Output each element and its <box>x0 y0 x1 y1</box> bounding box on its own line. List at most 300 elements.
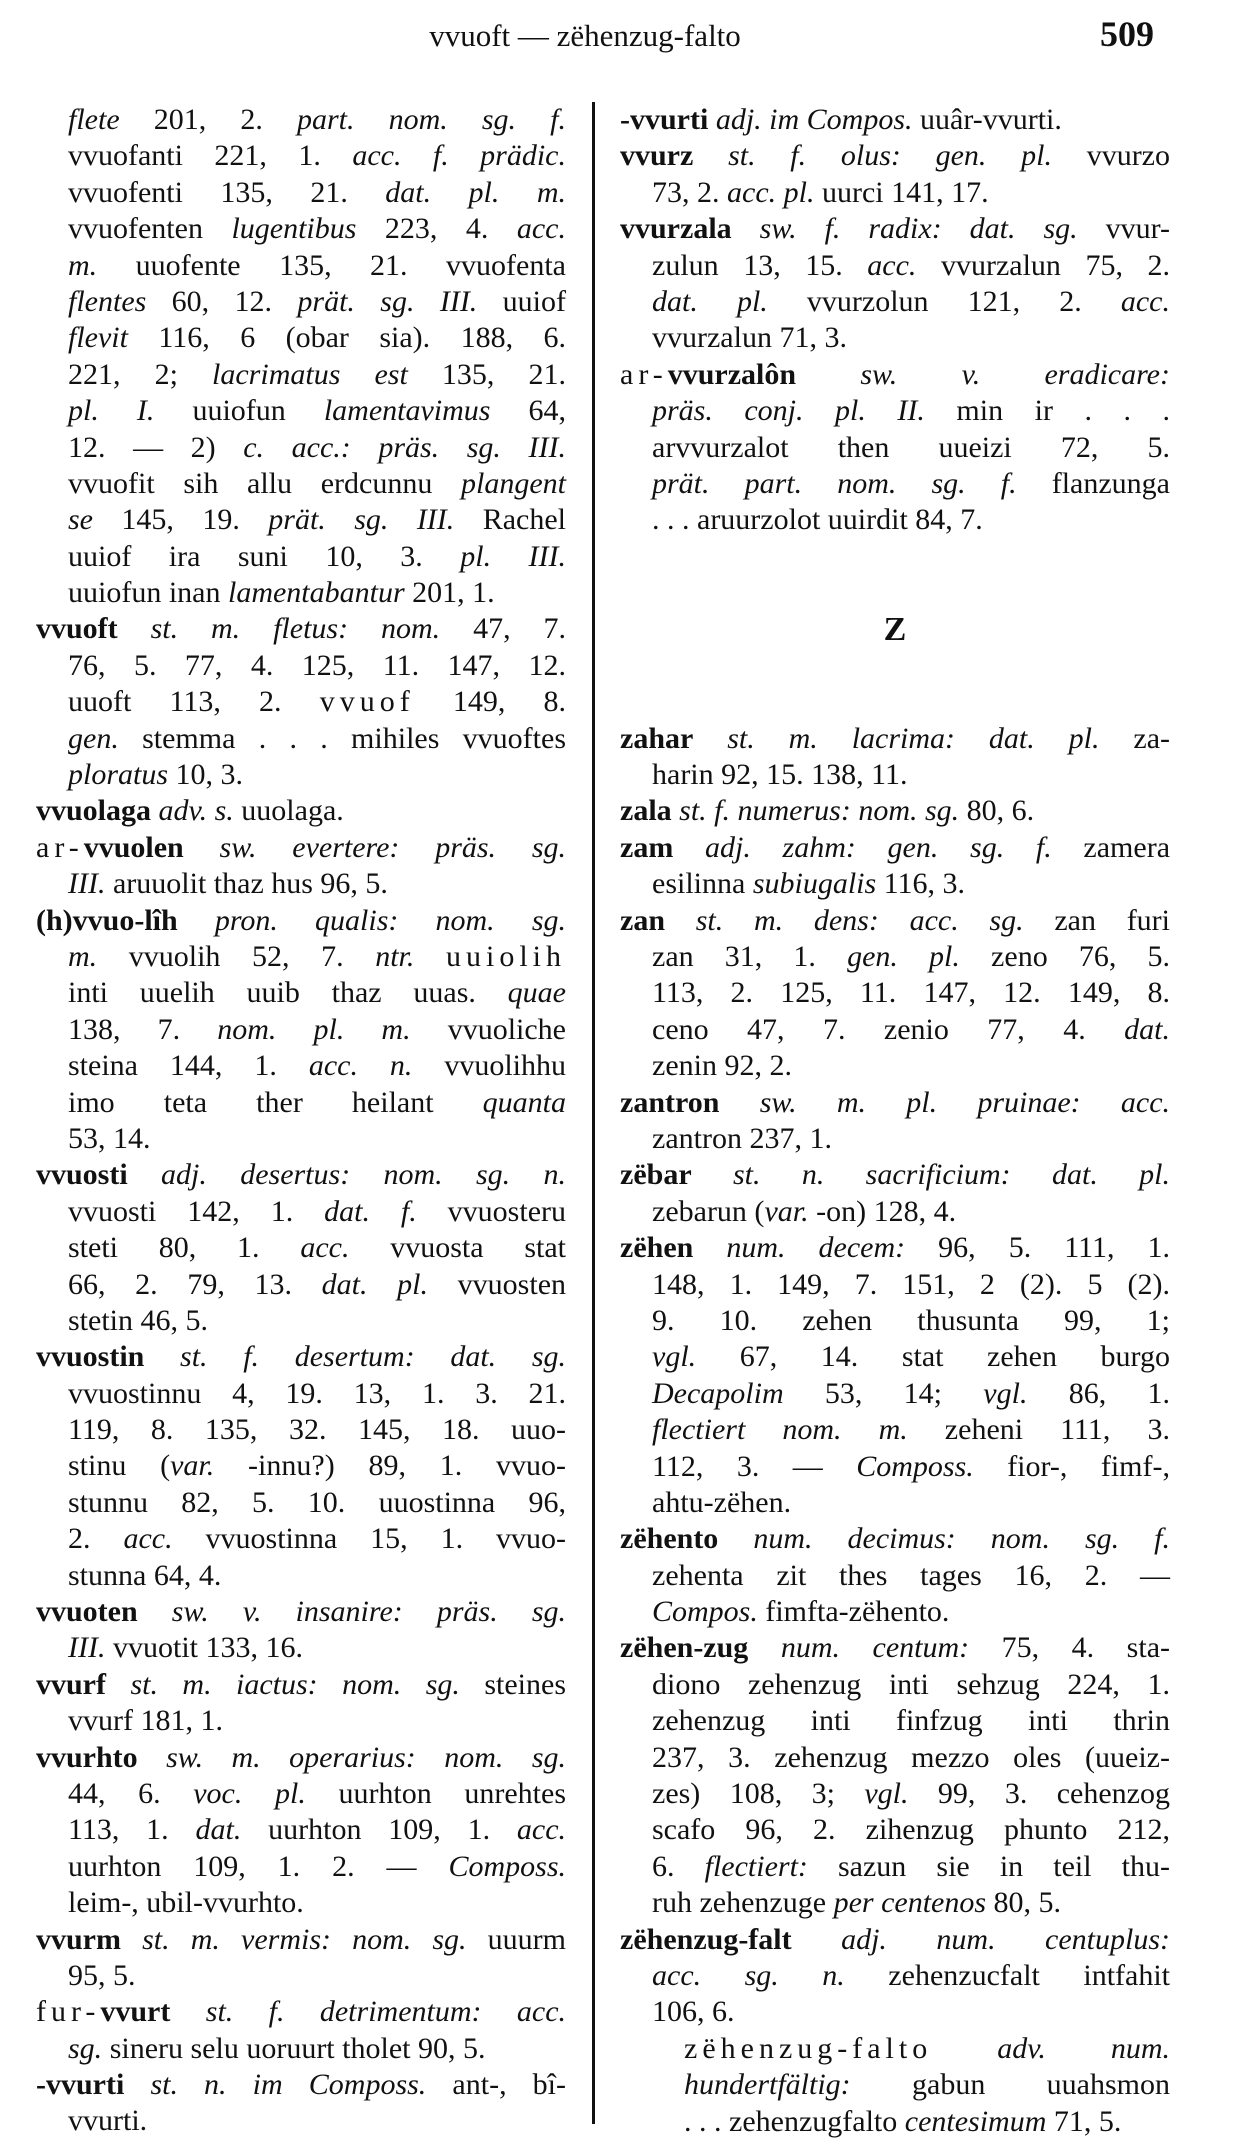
grammatical-label: ntr. <box>375 939 415 973</box>
entry-text: flanzunga <box>1016 466 1170 500</box>
grammatical-label: Compos. <box>652 1595 758 1629</box>
entry-text: za- <box>1099 721 1171 755</box>
grammatical-label: sw. v. insanire: präs. sg. <box>171 1595 566 1629</box>
entry-text: Rachel <box>454 503 567 537</box>
entry-text <box>792 1923 841 1956</box>
entry-text <box>184 831 220 864</box>
grammatical-label: Composs. <box>856 1449 974 1483</box>
running-head: vvuoft — zëhenzug-falto <box>429 18 741 53</box>
entry-text: zamera <box>1051 830 1171 864</box>
headword: vvurf <box>36 1667 106 1701</box>
entry-line <box>620 1376 1170 1412</box>
headword: zëhento <box>620 1522 719 1556</box>
grammatical-label: acc. <box>516 1813 567 1847</box>
dictionary-entry <box>36 102 566 611</box>
entry-headline <box>620 903 1170 939</box>
grammatical-label: centesimum <box>904 2104 1047 2138</box>
headword: zam <box>620 830 674 864</box>
entry-text: uurhton 109, 1. 2. — <box>68 1849 449 1883</box>
headword: (h)vvuo-lîh <box>36 903 178 937</box>
entry-line <box>620 1885 1170 1921</box>
entry-text: 2. <box>68 1522 124 1556</box>
entry-text: vvurzalun 75, 2. <box>916 248 1170 282</box>
headword: vvurz <box>620 139 694 173</box>
grammatical-label: adv. s. <box>158 794 234 828</box>
entry-text: 149, 8. <box>414 685 566 719</box>
grammatical-label: vgl. <box>983 1376 1028 1410</box>
grammatical-label: Composs. <box>448 1849 566 1883</box>
entry-text: uurci 141, 17. <box>814 175 989 209</box>
grammatical-label: plangent <box>461 466 566 500</box>
entry-text: min ir . . . <box>924 394 1170 428</box>
entry-text: vvuofenten <box>68 212 232 246</box>
entry-line <box>36 1048 566 1084</box>
entry-line <box>36 466 566 502</box>
entry-line <box>36 1012 566 1048</box>
entry-text: esilinna <box>652 867 753 901</box>
entry-text <box>732 212 760 245</box>
grammatical-label: quanta <box>482 1085 566 1119</box>
entry-text: uuofente 135, 21. vvuofenta <box>97 248 566 282</box>
entry-text: steines <box>459 1667 567 1701</box>
entry-line <box>620 1485 1170 1521</box>
grammatical-label: prät. sg. III. <box>297 284 478 318</box>
entry-headline <box>620 1230 1170 1266</box>
entry-text: uurhton unrehtes <box>305 1776 567 1810</box>
entry-headline <box>620 1521 1170 1557</box>
grammatical-label: acc. sg. n. <box>652 1958 845 1992</box>
entry-line <box>620 1812 1170 1848</box>
entry-text: uuoft 113, 2. <box>68 685 320 719</box>
entry-line <box>620 175 1170 211</box>
entry-text <box>138 1595 172 1628</box>
entry-line <box>36 430 566 466</box>
grammatical-label: vgl. <box>652 1340 697 1374</box>
grammatical-label: dat. <box>1124 1012 1170 1046</box>
entry-line <box>620 866 1170 902</box>
entry-text: zebarun ( <box>652 1194 765 1228</box>
grammatical-label: lacrimatus est <box>212 357 408 391</box>
grammatical-label: flectiert: <box>704 1849 808 1883</box>
grammatical-label: num. decem: <box>726 1231 906 1265</box>
dictionary-entry <box>620 138 1170 211</box>
entry-text: 75, 4. sta- <box>969 1631 1170 1665</box>
entry-text: 223, 4. <box>356 212 517 246</box>
entry-text: ceno 47, 7. zenio 77, 4. <box>652 1012 1125 1046</box>
entry-headline <box>36 793 566 829</box>
entry-text: vvuofanti 221, 1. <box>68 139 353 173</box>
entry-text <box>692 1158 733 1191</box>
entry-headline <box>36 830 566 866</box>
entry-text: vvuosta stat <box>349 1231 566 1265</box>
entry-line <box>36 1776 566 1812</box>
grammatical-label: sw. v. eradicare: <box>860 357 1170 391</box>
entry-text: fimfta-zëhento. <box>757 1595 950 1629</box>
spaced-text: vvuof <box>319 685 415 719</box>
section-letter-heading: Z <box>883 610 907 648</box>
entry-headline <box>620 830 1170 866</box>
entry-text: stinu ( <box>68 1449 171 1483</box>
entry-text: 9. 10. zehen thusunta 99, 1; <box>652 1303 1170 1337</box>
spaced-text: uuiolih <box>446 939 567 973</box>
grammatical-label: lamentabantur <box>227 576 405 610</box>
entry-headline <box>620 793 1170 829</box>
entry-text: ahtu-zëhen. <box>652 1485 792 1519</box>
grammatical-label: ploratus <box>68 758 169 792</box>
entry-text: 237, 3. zehenzug mezzo oles (uueiz- <box>652 1740 1170 1774</box>
spaced-text: ar- <box>620 357 668 391</box>
grammatical-label: präs. conj. pl. II. <box>652 394 925 428</box>
entry-line <box>620 2104 1170 2140</box>
grammatical-label: m. <box>68 939 98 973</box>
entry-text: zulun 13, 15. <box>652 248 868 282</box>
entry-text: 76, 5. 77, 4. 125, 11. 147, 12. <box>68 648 566 682</box>
entry-text: aruuolit thaz hus 96, 5. <box>105 867 388 901</box>
entry-text: 6. <box>652 1849 705 1883</box>
entry-line <box>36 211 566 247</box>
entry-text: . . . aruurzolot uuirdit 84, 7. <box>652 503 983 537</box>
entry-text: 86, 1. <box>1027 1376 1170 1410</box>
entry-line <box>36 320 566 356</box>
entry-line <box>620 1303 1170 1339</box>
entry-line <box>620 502 1170 538</box>
entry-text <box>748 1631 781 1664</box>
grammatical-label: st. m. dens: acc. sg. <box>695 903 1024 937</box>
entry-text <box>178 904 215 937</box>
entry-line <box>36 2031 566 2067</box>
headword: vvuolen <box>83 830 184 864</box>
entry-headline <box>36 1594 566 1630</box>
entry-line <box>36 939 566 975</box>
dictionary-entry <box>620 793 1170 829</box>
dictionary-entry <box>620 830 1170 903</box>
entry-text: . . . zehenzugfalto <box>684 2104 905 2138</box>
entry-text <box>796 358 860 391</box>
entry-text: 44, 6. <box>68 1776 194 1810</box>
entry-line <box>36 502 566 538</box>
grammatical-label: acc. <box>300 1231 350 1265</box>
grammatical-label: sw. m. operarius: nom. sg. <box>166 1740 566 1774</box>
entry-text: steina 144, 1. <box>68 1049 309 1083</box>
dictionary-entry <box>36 1922 566 1995</box>
entry-line <box>620 284 1170 320</box>
grammatical-label: acc. <box>123 1522 173 1556</box>
entry-line <box>36 1448 566 1484</box>
entry-line <box>36 284 566 320</box>
entry-text: harin 92, 15. 138, 11. <box>652 758 908 792</box>
entry-text <box>118 612 151 645</box>
entry-headline <box>620 1630 1170 1666</box>
dictionary-entry <box>36 1740 566 1922</box>
entry-text: vvuolih 52, 7. <box>97 939 376 973</box>
entry-text: zehenta zit thes tages 16, 2. — <box>652 1558 1170 1592</box>
entry-line <box>36 1412 566 1448</box>
grammatical-label: st. m. lacrima: dat. pl. <box>727 721 1100 755</box>
entry-text: zeno 76, 5. <box>959 940 1170 974</box>
entry-text: 12. — 2) <box>68 430 244 464</box>
grammatical-label: flevit <box>68 321 128 355</box>
grammatical-label: acc. n. <box>308 1049 413 1083</box>
entry-line <box>620 1012 1170 1048</box>
entry-headline <box>620 2031 1170 2067</box>
entry-headline <box>620 1085 1170 1121</box>
entry-text: 53, 14; <box>783 1376 984 1410</box>
headword: -vvurti <box>36 2068 125 2102</box>
entry-text: 116, 3. <box>876 867 966 901</box>
entry-text: 60, 12. <box>146 284 298 318</box>
entry-text: 221, 2; <box>68 357 213 391</box>
entry-line <box>36 1485 566 1521</box>
grammatical-label: acc. <box>1120 284 1170 318</box>
grammatical-label: st. f. numerus: nom. sg. <box>679 794 960 828</box>
entry-text: uuiofun <box>154 394 324 428</box>
entry-line <box>620 393 1170 429</box>
entry-line <box>36 248 566 284</box>
grammatical-label: III. <box>68 867 106 901</box>
entry-headline <box>620 138 1170 174</box>
entry-text: zan 31, 1. <box>652 940 848 974</box>
entry-text <box>151 794 159 827</box>
headword: vvuosti <box>36 1158 128 1192</box>
grammatical-label: st. m. fletus: nom. <box>150 612 441 646</box>
entry-text <box>121 1923 142 1956</box>
grammatical-label: st. f. olus: gen. pl. <box>728 139 1052 173</box>
entry-line <box>36 648 566 684</box>
grammatical-label: acc. pl. <box>727 175 815 209</box>
dictionary-entry <box>36 1157 566 1339</box>
entry-line <box>620 1412 1170 1448</box>
entry-text: vvuosteru <box>416 1194 566 1228</box>
entry-text: 66, 2. 79, 13. <box>68 1267 322 1301</box>
entry-text: 201, 1. <box>404 576 495 610</box>
spaced-text: zëhenzug-falto <box>684 2031 933 2065</box>
entry-line <box>36 866 566 902</box>
entry-line <box>36 1376 566 1412</box>
entry-line <box>620 1449 1170 1485</box>
entry-text: vvuofit sih allu erdcunnu <box>68 466 461 500</box>
grammatical-label: flete <box>68 103 120 136</box>
headword: vvurzalôn <box>667 357 797 391</box>
entry-text: vvurf 181, 1. <box>68 1704 223 1738</box>
grammatical-label: gen. pl. <box>847 940 960 974</box>
entry-text: 113, 2. 125, 11. 147, 12. 149, 8. <box>652 976 1170 1010</box>
entry-text: vvuostinnu 4, 19. 13, 1. 3. 21. <box>68 1376 566 1410</box>
entry-text: stemma . . . mihiles vvuoftes <box>118 721 566 755</box>
entry-text <box>106 1668 130 1701</box>
grammatical-label: lamentavimus <box>323 394 491 428</box>
entry-text: 95, 5. <box>68 1958 136 1992</box>
entry-text: 64, <box>490 394 567 428</box>
entry-line <box>620 1558 1170 1594</box>
entry-text: zantron 237, 1. <box>652 1121 832 1155</box>
grammatical-label: st. m. vermis: nom. sg. <box>142 1922 467 1956</box>
entry-headline <box>36 1667 566 1703</box>
column-divider <box>592 102 595 2124</box>
dictionary-entry <box>620 1157 1170 1230</box>
entry-text: stunna 64, 4. <box>68 1558 222 1592</box>
grammatical-label: dat. f. <box>324 1194 417 1228</box>
grammatical-label: lugentibus <box>231 212 357 246</box>
dictionary-entry <box>36 1994 566 2067</box>
entry-text: imo teta ther heilant <box>68 1085 483 1119</box>
entry-line <box>36 1230 566 1266</box>
entry-line <box>36 1085 566 1121</box>
dictionary-entry <box>36 793 566 829</box>
entry-line <box>36 575 566 611</box>
headword: vvuoten <box>36 1595 138 1629</box>
entry-line <box>36 138 566 174</box>
grammatical-label: num. decimus: nom. sg. f. <box>753 1522 1171 1556</box>
entry-line <box>36 393 566 429</box>
page-number: 509 <box>1100 14 1154 54</box>
dictionary-entry <box>620 1630 1170 1921</box>
entry-text: steti 80, 1. <box>68 1231 301 1265</box>
grammatical-label: m. <box>68 248 98 282</box>
dictionary-entry <box>620 1922 1170 2031</box>
entry-text <box>124 2068 150 2101</box>
grammatical-label: gen. <box>68 721 119 755</box>
entry-text: 47, 7. <box>440 612 567 646</box>
entry-line <box>36 1521 566 1557</box>
entry-headline <box>620 357 1170 393</box>
headword: zëhenzug-falt <box>620 1922 792 1956</box>
dictionary-entry <box>36 1339 566 1594</box>
entry-text: 53, 14. <box>68 1121 151 1155</box>
entry-text: stetin 46, 5. <box>68 1303 208 1337</box>
entry-text: vvurti. <box>68 2104 148 2138</box>
entry-headline <box>36 1740 566 1776</box>
entry-line <box>620 1667 1170 1703</box>
entry-line <box>620 1194 1170 1230</box>
spaced-text: fur- <box>36 1995 101 2029</box>
entry-text: ant-, bî- <box>426 2068 566 2102</box>
entry-line <box>36 1303 566 1339</box>
entry-line <box>620 1958 1170 1994</box>
entry-text: 145, 19. <box>93 503 269 537</box>
entry-line <box>36 1630 566 1666</box>
grammatical-label: acc. f. prädic. <box>352 139 566 173</box>
grammatical-label: num. centum: <box>780 1631 970 1665</box>
entry-line <box>620 975 1170 1011</box>
grammatical-label: sw. m. pl. pruinae: acc. <box>759 1085 1171 1119</box>
entry-line <box>36 1194 566 1230</box>
entry-line <box>36 1812 566 1848</box>
grammatical-label: prät. sg. III. <box>268 503 455 537</box>
entry-text <box>693 1231 726 1264</box>
headword: vvurhto <box>36 1740 138 1774</box>
entry-line <box>36 1885 566 1921</box>
entry-text <box>718 1522 753 1555</box>
entry-text: zes) 108, 3; <box>652 1777 865 1811</box>
grammatical-label: se <box>68 503 93 537</box>
grammatical-label: sw. f. radix: dat. sg. <box>759 212 1078 246</box>
grammatical-label: pron. qualis: nom. sg. <box>214 903 566 937</box>
entry-line <box>36 1849 566 1885</box>
entry-text: vvur- <box>1077 212 1171 246</box>
entry-line <box>620 1740 1170 1776</box>
entry-line <box>620 1994 1170 2030</box>
entry-text: 99, 3. cehenzog <box>908 1777 1170 1811</box>
entry-line <box>36 539 566 575</box>
entry-line <box>620 1776 1170 1812</box>
grammatical-label: dat. pl. <box>321 1267 429 1301</box>
grammatical-label: st. n. im Composs. <box>150 2068 427 2102</box>
entry-line <box>620 757 1170 793</box>
entry-text: uuolaga. <box>233 794 344 828</box>
grammatical-label: adj. desertus: nom. sg. n. <box>161 1158 567 1192</box>
headword: vvuostin <box>36 1340 145 1374</box>
grammatical-label: subiugalis <box>752 867 877 901</box>
entry-headline <box>36 1339 566 1375</box>
entry-text: inti uuelih uuib thaz uuas. <box>68 976 508 1010</box>
entry-headline <box>36 2067 566 2103</box>
entry-text <box>673 831 705 864</box>
grammatical-label: adj. num. centuplus: <box>841 1922 1170 1956</box>
entry-headline <box>620 211 1170 247</box>
right-column-top <box>620 102 1170 539</box>
grammatical-label: st. f. detrimentum: acc. <box>205 1995 567 2029</box>
entry-text: zenin 92, 2. <box>652 1049 792 1083</box>
headword: zan <box>620 903 665 937</box>
entry-text <box>693 722 727 755</box>
entry-headline <box>36 1994 566 2030</box>
headword: zala <box>620 794 672 828</box>
entry-line <box>36 757 566 793</box>
grammatical-label: st. n. sacrificium: dat. pl. <box>732 1158 1171 1192</box>
headword: zëbar <box>620 1158 692 1192</box>
grammatical-label: pl. I. <box>68 394 155 428</box>
headword: vvuoft <box>36 612 118 646</box>
headword: zantron <box>620 1085 720 1119</box>
entry-text <box>708 103 716 136</box>
entry-line <box>620 248 1170 284</box>
entry-text: 106, 6. <box>652 1995 735 2029</box>
entry-headline <box>620 1922 1170 1958</box>
left-column <box>36 102 566 2140</box>
grammatical-label: c. acc.: präs. sg. III. <box>243 430 566 464</box>
grammatical-label: pl. III. <box>460 539 566 573</box>
entry-text <box>128 1158 161 1191</box>
dictionary-entry <box>620 1521 1170 1630</box>
grammatical-label: per centenos <box>833 1886 987 1920</box>
entry-text: vvuosti 142, 1. <box>68 1194 325 1228</box>
entry-text: vvuoliche <box>410 1012 566 1046</box>
entry-text: ruh zehenzuge <box>652 1886 834 1920</box>
entry-line <box>620 1703 1170 1739</box>
entry-text: 10, 3. <box>168 758 244 792</box>
grammatical-label: sg. <box>68 2031 103 2065</box>
entry-line <box>620 2067 1170 2103</box>
grammatical-label: var. <box>764 1194 809 1228</box>
entry-text: uuiofun inan <box>68 576 228 610</box>
entry-line <box>620 1267 1170 1303</box>
grammatical-label: nom. pl. m. <box>217 1012 411 1046</box>
dictionary-entry <box>620 903 1170 1085</box>
headword: vvurm <box>36 1922 121 1956</box>
entry-text: vvurzalun 71, 3. <box>652 321 847 355</box>
entry-text: 112, 3. — <box>652 1449 857 1483</box>
grammatical-label: vgl. <box>864 1777 909 1811</box>
entry-line <box>620 1048 1170 1084</box>
entry-line <box>36 175 566 211</box>
dictionary-entry <box>36 1594 566 1667</box>
grammatical-label: dat. pl. <box>652 284 768 318</box>
entry-line <box>620 320 1170 356</box>
dictionary-entry <box>620 1085 1170 1158</box>
entry-text <box>170 1995 205 2028</box>
entry-text: vvurzo <box>1051 139 1171 173</box>
grammatical-label: flectiert nom. m. <box>652 1413 908 1447</box>
